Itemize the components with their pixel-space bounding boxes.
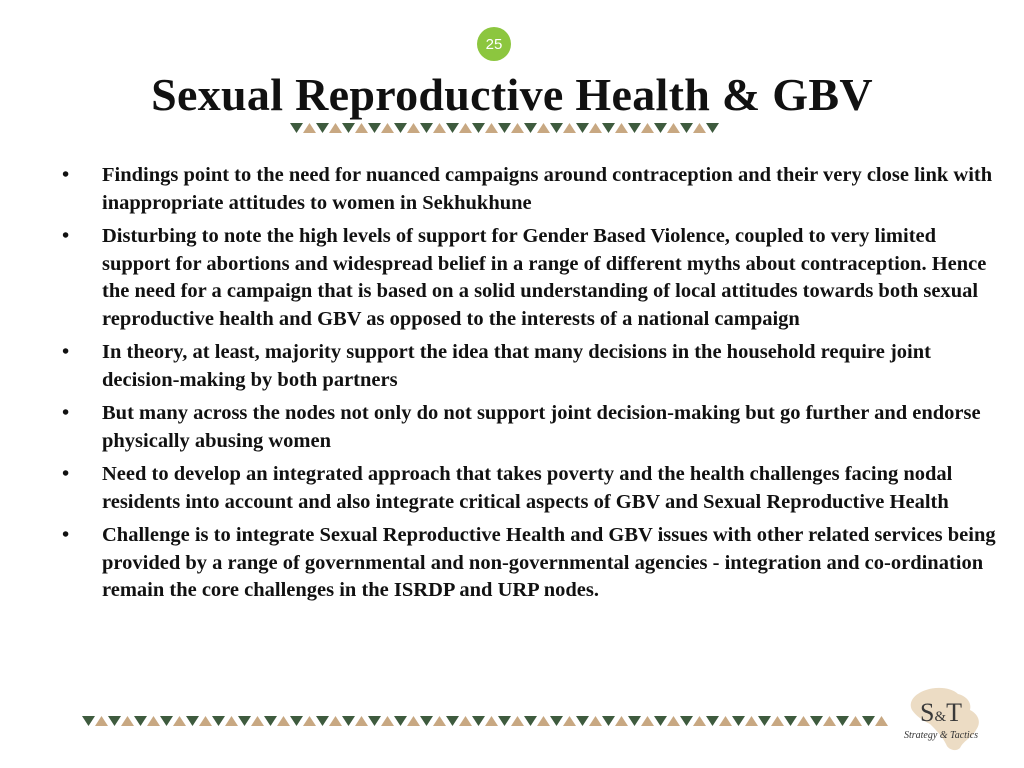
triangle-down bbox=[82, 716, 95, 726]
triangle-up bbox=[641, 123, 654, 133]
triangle-down bbox=[810, 716, 823, 726]
triangle-up bbox=[693, 123, 706, 133]
triangle-up bbox=[329, 716, 342, 726]
triangle-down bbox=[654, 716, 667, 726]
triangle-up bbox=[797, 716, 810, 726]
triangle-down bbox=[394, 123, 407, 133]
triangle-up bbox=[459, 716, 472, 726]
triangle-up bbox=[225, 716, 238, 726]
triangle-up bbox=[667, 716, 680, 726]
logo-ampersand: & bbox=[934, 709, 947, 725]
decorative-triangle-border-bottom bbox=[82, 715, 892, 727]
triangle-up bbox=[511, 123, 524, 133]
triangle-down bbox=[420, 716, 433, 726]
triangle-down bbox=[498, 716, 511, 726]
triangle-up bbox=[355, 123, 368, 133]
bullet-text: Need to develop an integrated approach that takes poverty and the health challenges facing nodal residents into account and also integrate critical aspects of GBV and Sexual Reproductive Health bbox=[102, 463, 953, 513]
triangle-down bbox=[628, 716, 641, 726]
triangle-down bbox=[706, 123, 719, 133]
triangle-down bbox=[186, 716, 199, 726]
triangle-down bbox=[498, 123, 511, 133]
triangle-up bbox=[329, 123, 342, 133]
logo-tagline: Strategy & Tactics bbox=[903, 730, 979, 741]
bullet-marker: • bbox=[62, 225, 70, 247]
logo-letter-s: S bbox=[919, 698, 935, 727]
triangle-down bbox=[420, 123, 433, 133]
bullet-marker: • bbox=[62, 341, 70, 363]
triangle-down bbox=[550, 716, 563, 726]
bullet-item bbox=[62, 461, 997, 516]
triangle-up bbox=[251, 716, 264, 726]
triangle-down bbox=[368, 123, 381, 133]
triangle-down bbox=[784, 716, 797, 726]
triangle-down bbox=[680, 716, 693, 726]
triangle-up bbox=[485, 123, 498, 133]
triangle-down bbox=[706, 716, 719, 726]
triangle-down bbox=[836, 716, 849, 726]
triangle-up bbox=[121, 716, 134, 726]
slide-title: Sexual Reproductive Health & GBV bbox=[151, 69, 873, 120]
triangle-up bbox=[199, 716, 212, 726]
triangle-up bbox=[563, 123, 576, 133]
triangle-down bbox=[862, 716, 875, 726]
triangle-down bbox=[576, 123, 589, 133]
triangle-up bbox=[823, 716, 836, 726]
triangle-down bbox=[238, 716, 251, 726]
triangle-up bbox=[433, 123, 446, 133]
triangle-up bbox=[745, 716, 758, 726]
bullet-item bbox=[62, 522, 997, 605]
triangle-up bbox=[173, 716, 186, 726]
bullet-item bbox=[62, 162, 997, 217]
triangle-down bbox=[342, 716, 355, 726]
triangle-down bbox=[290, 123, 303, 133]
triangle-up bbox=[381, 716, 394, 726]
logo-wordmark bbox=[886, 698, 996, 728]
triangle-up bbox=[615, 716, 628, 726]
triangle-up bbox=[355, 716, 368, 726]
bullet-marker: • bbox=[62, 524, 70, 546]
triangle-down bbox=[732, 716, 745, 726]
triangle-down bbox=[524, 123, 537, 133]
triangle-down bbox=[134, 716, 147, 726]
triangle-down bbox=[576, 716, 589, 726]
triangle-up bbox=[381, 123, 394, 133]
triangle-down bbox=[446, 716, 459, 726]
triangle-down bbox=[628, 123, 641, 133]
bullet-text: Disturbing to note the high levels of support for Gender Based Violence, coupled to very limited support for abortions and widespread belief in a range of different myths about contraception. Hence the need for a campaign that is based on a solid understanding of local attitudes towards both sexual reproductive health and GBV as opposed to the interests of a national campaign bbox=[102, 225, 987, 330]
triangle-down bbox=[472, 716, 485, 726]
page-number: 25 bbox=[485, 35, 503, 53]
triangle-up bbox=[303, 716, 316, 726]
triangle-down bbox=[654, 123, 667, 133]
bullet-text: Challenge is to integrate Sexual Reproductive Health and GBV issues with other related services being provided by a range of governmental and non-governmental agencies - integration and co-ordination remain the core challenges in the ISRDP and URP nodes. bbox=[102, 524, 996, 601]
bullet-text: In theory, at least, majority support the idea that many decisions in the household require joint decision-making by both partners bbox=[102, 341, 931, 391]
bullet-item bbox=[62, 339, 997, 394]
triangle-up bbox=[459, 123, 472, 133]
triangle-up bbox=[303, 123, 316, 133]
triangle-up bbox=[719, 716, 732, 726]
bullet-marker: • bbox=[62, 164, 70, 186]
triangle-down bbox=[472, 123, 485, 133]
triangle-down bbox=[446, 123, 459, 133]
triangle-up bbox=[433, 716, 446, 726]
logo-letter-t: T bbox=[946, 698, 963, 727]
bullet-text: Findings point to the need for nuanced campaigns around contraception and their very close link with inappropriate attitudes to women in Sekhukhune bbox=[102, 164, 993, 214]
triangle-up bbox=[849, 716, 862, 726]
triangle-down bbox=[394, 716, 407, 726]
bullet-item bbox=[62, 400, 997, 455]
bullet-list bbox=[62, 162, 997, 611]
decorative-triangle-border-top bbox=[290, 122, 730, 134]
triangle-down bbox=[264, 716, 277, 726]
bullet-text: But many across the nodes not only do not support joint decision-making but go further and endorse physically abusing women bbox=[102, 402, 981, 452]
bullet-item bbox=[62, 223, 997, 333]
triangle-up bbox=[407, 123, 420, 133]
triangle-down bbox=[524, 716, 537, 726]
triangle-down bbox=[290, 716, 303, 726]
triangle-up bbox=[589, 716, 602, 726]
triangle-up bbox=[589, 123, 602, 133]
triangle-up bbox=[277, 716, 290, 726]
triangle-up bbox=[693, 716, 706, 726]
triangle-down bbox=[160, 716, 173, 726]
triangle-up bbox=[537, 716, 550, 726]
triangle-down bbox=[550, 123, 563, 133]
triangle-down bbox=[108, 716, 121, 726]
triangle-up bbox=[147, 716, 160, 726]
triangle-down bbox=[342, 123, 355, 133]
triangle-down bbox=[680, 123, 693, 133]
triangle-up bbox=[511, 716, 524, 726]
triangle-up bbox=[615, 123, 628, 133]
triangle-down bbox=[212, 716, 225, 726]
triangle-up bbox=[407, 716, 420, 726]
triangle-down bbox=[758, 716, 771, 726]
triangle-down bbox=[316, 716, 329, 726]
triangle-up bbox=[667, 123, 680, 133]
triangle-up bbox=[563, 716, 576, 726]
page-number-badge bbox=[477, 27, 511, 61]
triangle-down bbox=[602, 123, 615, 133]
bullet-marker: • bbox=[62, 463, 70, 485]
strategy-tactics-logo bbox=[886, 684, 996, 754]
triangle-up bbox=[537, 123, 550, 133]
triangle-up bbox=[641, 716, 654, 726]
triangle-up bbox=[771, 716, 784, 726]
bullet-marker: • bbox=[62, 402, 70, 424]
triangle-down bbox=[316, 123, 329, 133]
triangle-up bbox=[95, 716, 108, 726]
triangle-down bbox=[368, 716, 381, 726]
triangle-down bbox=[602, 716, 615, 726]
triangle-up bbox=[485, 716, 498, 726]
